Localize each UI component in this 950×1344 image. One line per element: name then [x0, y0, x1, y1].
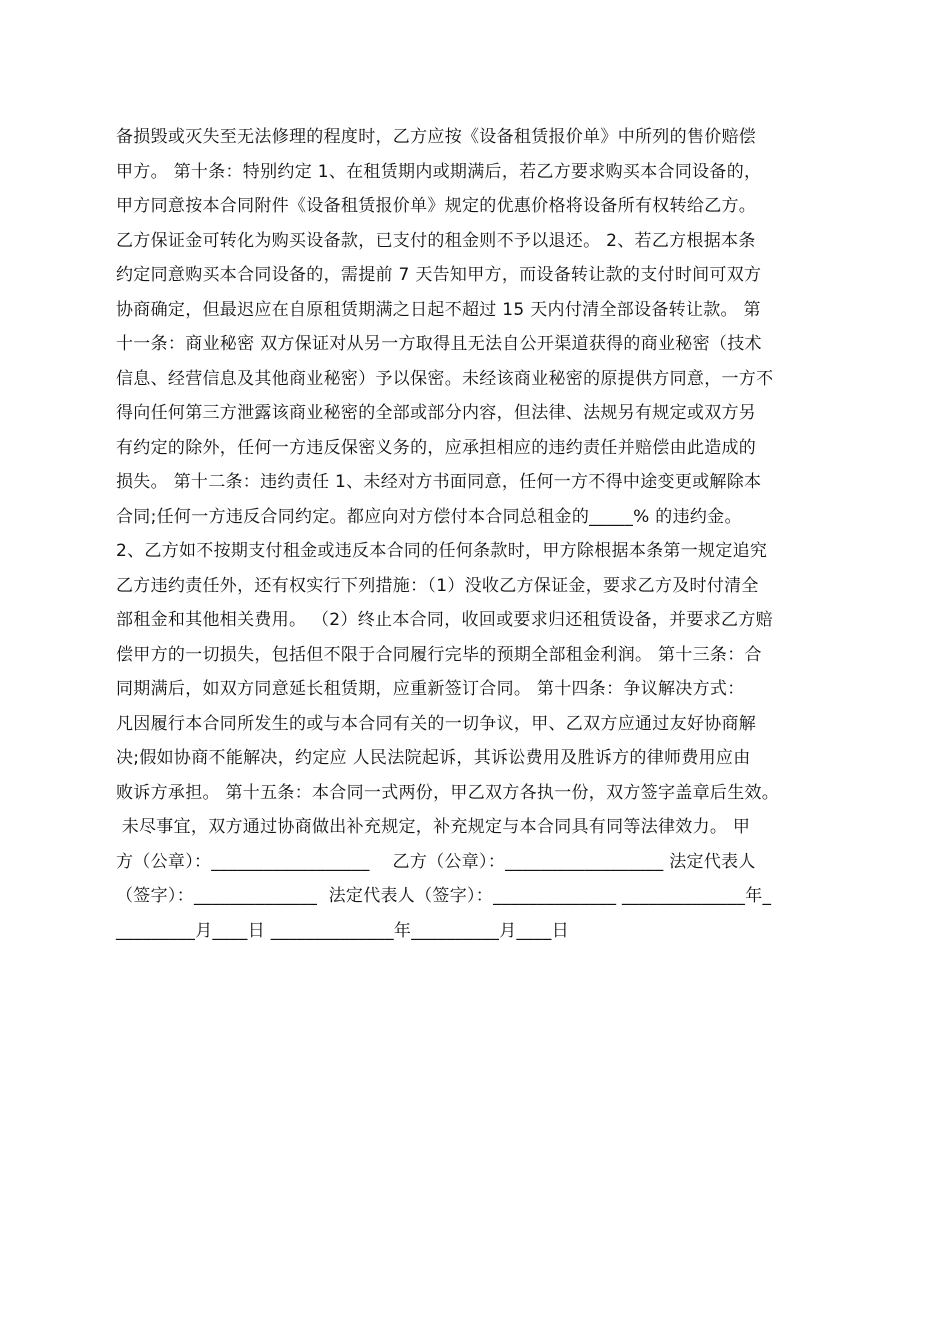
text-line: 甲方同意按本合同附件《设备租赁报价单》规定的优惠价格将设备所有权转给乙方。 — [116, 196, 757, 216]
text-line: 约定同意购买本合同设备的，需提前 7 天告知甲方，而设备转让款的支付时间可双方 — [116, 265, 762, 285]
contract-body-text — [116, 120, 856, 948]
text-line: 决;假如协商不能解决，约定应 人民法院起诉，其诉讼费用及胜诉方的律师费用应由 — [116, 748, 751, 768]
signature-line-representatives: （签字）：______________ 法定代表人（签字）：______________ ______________年_ — [116, 886, 772, 906]
text-line: 乙方违约责任外，还有权实行下列措施：（1）没收乙方保证金，要求乙方及时付清全 — [116, 575, 759, 596]
text-line: 乙方保证金可转化为购买设备款，已支付的租金则不予以退还。 2、若乙方根据本条 — [116, 230, 756, 251]
text-line: 偿甲方的一切损失，包括但不限于合同履行完毕的预期全部租金利润。 第十三条：合 — [116, 644, 762, 665]
text-line: 凡因履行本合同所发生的或与本合同有关的一切争议，甲、乙双方应通过友好协商解 — [116, 713, 757, 734]
text-line: 信息、经营信息及其他商业秘密）予以保密。未经该商业秘密的原提供方同意，一方不 — [116, 368, 774, 389]
text-line: 部租金和其他相关费用。 （2）终止本合同，收回或要求归还租赁设备，并要求乙方赔 — [116, 610, 773, 630]
text-line: 得向任何第三方泄露该商业秘密的全部或部分内容，但法律、法规另有规定或双方另 — [116, 403, 757, 423]
text-line: 甲方。 第十条：特别约定 1、在租赁期内或期满后，若乙方要求购买本合同设备的， — [116, 161, 762, 182]
signature-line-party-seals: 方（公章）：__________________ 乙方（公章）：__________________ 法定代表人 — [116, 851, 756, 872]
text-line: 同期满后，如双方同意延长租赁期，应重新签订合同。 第十四条：争议解决方式： — [116, 679, 745, 699]
text-line: 备损毁或灭失至无法修理的程度时，乙方应按《设备租赁报价单》中所列的售价赔偿 — [116, 127, 757, 147]
text-line: 协商确定，但最迟应在自原租赁期满之日起不超过 15 天内付清全部设备转让款。 第 — [116, 299, 761, 320]
text-line: 2、乙方如不按期支付租金或违反本合同的任何条款时，甲方除根据本条第一规定追究 — [116, 541, 768, 561]
text-line: 损失。 第十二条：违约责任 1、未经对方书面同意，任何一方不得中途变更或解除本 — [116, 472, 762, 492]
text-line: 合同;任何一方违反合同约定。都应向对方偿付本合同总租金的_____% 的违约金。 — [116, 506, 742, 527]
text-line: 败诉方承担。 第十五条：本合同一式两份，甲乙双方各执一份，双方签字盖章后生效。 — [116, 782, 780, 803]
text-line: 十一条：商业秘密 双方保证对从另一方取得且无法自公开渠道获得的商业秘密（技术 — [116, 334, 762, 354]
signature-line-dates: _________月____日 ______________年__________月____日 — [116, 920, 570, 941]
text-line: 未尽事宜，双方通过协商做出补充规定，补充规定与本合同具有同等法律效力。 甲 — [116, 817, 751, 837]
text-line: 有约定的除外，任何一方违反保密义务的，应承担相应的违约责任并赔偿由此造成的 — [116, 437, 757, 458]
